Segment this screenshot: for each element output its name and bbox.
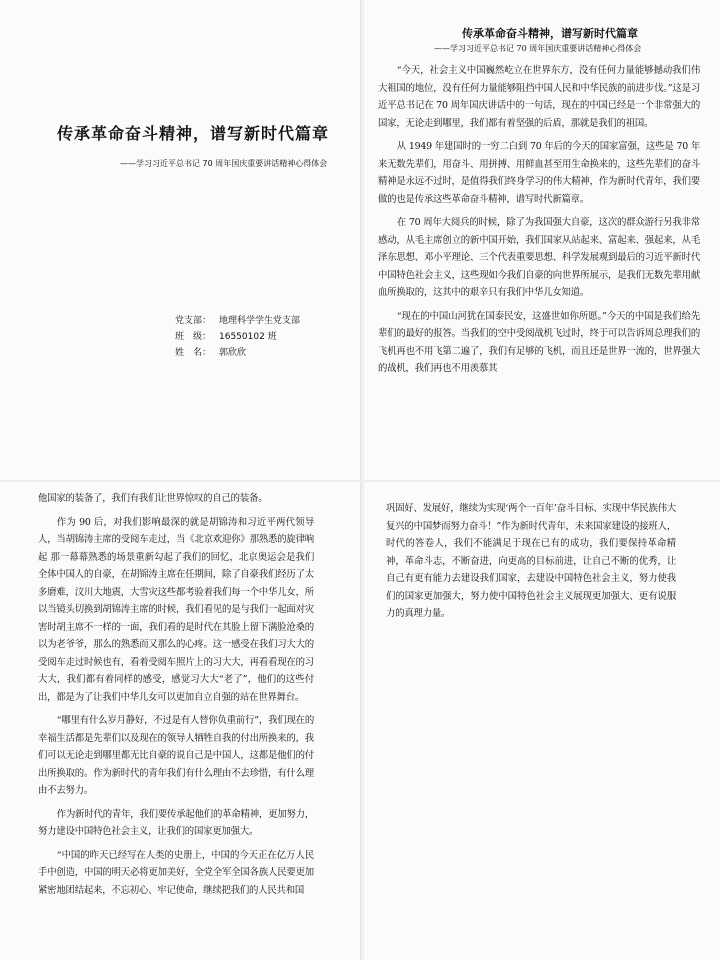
essay-title: 传承革命奋斗精神，谱写新时代篇章 <box>462 27 638 40</box>
party-branch-label: 党支部： <box>175 316 212 326</box>
class-row <box>175 329 300 345</box>
class-value: 16550102 班 <box>219 332 277 342</box>
class-label: 班 级： <box>175 332 212 342</box>
essay-page-2 <box>0 482 361 960</box>
essay-body-3 <box>386 500 676 629</box>
essay-page-1 <box>364 0 720 480</box>
paragraph: 他国家的装备了，我们有我们让世界惊叹的自己的装备。 <box>38 493 268 504</box>
essay-body-2 <box>38 490 314 899</box>
cover-page <box>0 0 361 480</box>
essay-body-1 <box>378 62 700 378</box>
name-value: 郭欣欣 <box>219 348 247 358</box>
party-branch-row <box>175 313 300 329</box>
name-label: 姓 名： <box>175 348 212 358</box>
cover-subtitle: ——学习习近平总书记 70 周年国庆重要讲话精神心得体会 <box>120 159 328 168</box>
essay-page-3 <box>364 482 720 960</box>
paragraph: “现在的中国山河犹在国泰民安，这盛世如你所愿。”今天的中国是我们给先辈们的最好的报答。当我们的空中受阅战机飞过时，终于可以告诉周总理我们的飞机再也不用飞第二遍了，我们有足够的飞机，而且还是世界一流的，世界强大的战机，我们再也不用羡慕其 <box>378 310 700 374</box>
paragraph: “今天，社会主义中国巍然屹立在世界东方，没有任何力量能够撼动我们伟大祖国的地位，没有任何力量能够阻挡中国人民和中华民族的前进步伐。”这是习近平总书记在 70 周年国庆讲话中的一句话，现在的中国已经是一个非常强大的国家，无论走到哪里，我们都有着坚强的后盾，那就是我们的祖国。 <box>378 65 700 129</box>
paragraph: 作为新时代的青年，我们要传承起他们的革命精神，更加努力，努力建设中国特色社会主义，让我们的国家更加强大。 <box>38 808 314 837</box>
party-branch-value: 地理科学学生党支部 <box>219 316 301 326</box>
paragraph: “中国的昨天已经写在人类的史册上，中国的今天正在亿万人民手中创造，中国的明天必将更加美好，全党全军全国各族人民要更加紧密地团结起来，不忘初心、牢记使命，继续把我们的人民共和国 <box>38 849 314 896</box>
name-row <box>175 345 300 361</box>
paragraph: 作为 90 后，对我们影响最深的就是胡锦涛和习近平两代领导人，当胡锦涛主席的受阅车走过，当《北京欢迎你》那熟悉的旋律响起 那一幕幕熟悉的场景重新勾起了我们的回忆，北京奥运会是我们全体中国人的自豪，在胡锦涛主席在任期间，除了自豪我们经历了太多磨难，汶川大地震，大雪灾这些都考验着我们每一个中华儿女，所以当镜头切换到胡锦涛主席的时候，我们看见的是与我们一起面对灾害时胡主席不一样的一面，我们看的是时代在其脸上留下满脸沧桑的以为老爷爷，那么的熟悉而又那么的心疼。这一感受在我们习大大的受阅车走过时候也有，看着受阅车照片上的习大大，再看看现在的习大大，我们都有着同样的感受，感觉习大大“老了”，他们的这些付出，都是为了让我们中华儿女可以更加自立自强的站在世界舞台。 <box>38 516 314 703</box>
cover-title: 传承革命奋斗精神，谱写新时代篇章 <box>57 124 330 143</box>
essay-subtitle: ——学习习近平总书记 70 周年国庆重要讲话精神心得体会 <box>434 44 642 53</box>
paragraph: 巩固好、发展好，继续为实现‘两个一百年’奋斗目标、实现中华民族伟大复兴的中国梦而努力奋斗！”作为新时代青年，未来国家建设的接班人，时代的答卷人，我们不能满足于现在已有的成功，我们要保持革命精神，革命斗志，不断奋进，向更高的目标前进，让自己不断的优秀，让自己有更有能力去建设我们国家，去建设中国特色社会主义，努力使我们的国家更加强大，努力使中国特色社会主义展现更加强大、更有说服力的真理力量。 <box>386 503 676 619</box>
paragraph: 从 1949 年建国时的一穷二白到 70 年后的今天的国家富强，这些是 70 年来无数先辈们，用奋斗、用拼搏、用鲜血甚至用生命换来的，这些先辈们的奋斗精神是永远不过时，是值得我们终身学习的伟大精神，作为新时代青年，我们要做的也是传承这些革命奋斗精神，谱写时代新篇章。 <box>378 141 700 205</box>
author-info <box>175 313 300 361</box>
paragraph: “哪里有什么岁月静好，不过是有人替你负重前行”，我们现在的幸福生活都是先辈们以及现在的领导人牺牲自我的付出所换来的，我们可以无论走到哪里都无比自豪的说自己是中国人，这都是他们的付出所换取的。作为新时代的青年我们有什么理由不去珍惜，有什么理由不去努力。 <box>38 715 314 796</box>
paragraph: 在 70 周年大阅兵的时候，除了为我国强大自豪，这次的群众游行另我非常感动，从毛主席创立的新中国开始，我们国家从站起来、富起来、强起来，从毛泽东思想、邓小平理论、三个代表重要思想、科学发展观到最后的习近平新时代中国特色社会主义，这些现如今我们自豪的向世界所展示，是我们无数先辈用献血所换取的，这其中的艰辛只有我们中华儿女知道。 <box>378 217 700 298</box>
